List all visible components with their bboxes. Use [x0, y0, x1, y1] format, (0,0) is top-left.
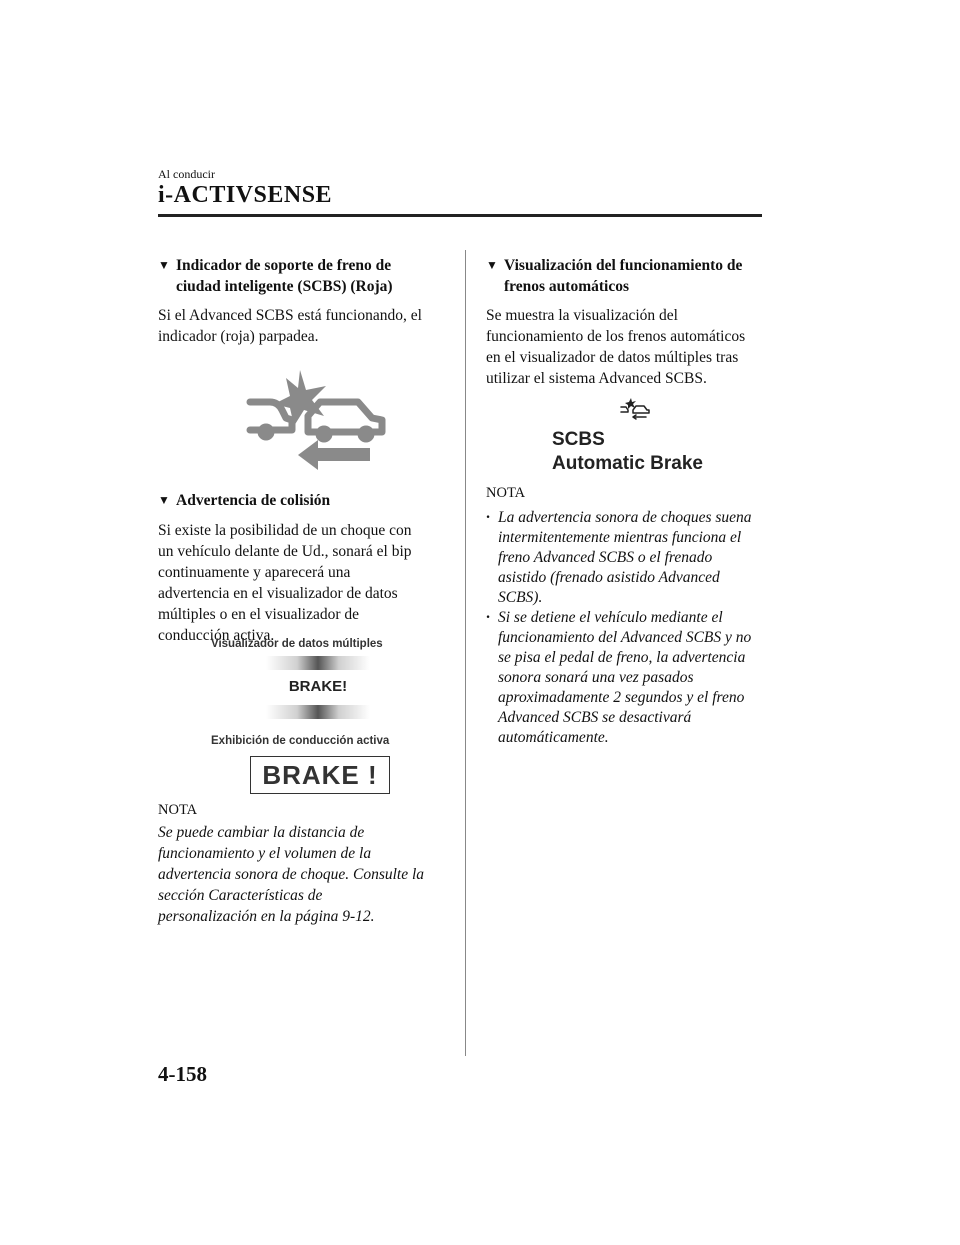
- paragraph-collision-warning: [158, 520, 458, 646]
- text-line: continuamente y aparecerá una: [158, 564, 351, 581]
- list-item: [486, 608, 776, 748]
- section-marker-icon: ▼: [158, 258, 170, 272]
- text-line: · Si se detiene el vehículo mediante el: [498, 609, 723, 626]
- heading-line: ciudad inteligente (SCBS) (Roja): [176, 278, 393, 295]
- heading-line: Advertencia de colisión: [176, 492, 331, 509]
- text-line: funcionamiento del Advanced SCBS y no: [498, 629, 752, 646]
- section-marker-icon: ▼: [158, 493, 170, 507]
- figure-label-multi-display: Visualizador de datos múltiples: [211, 638, 383, 650]
- section-marker-icon: ▼: [486, 258, 498, 272]
- brake-warning-multi: BRAKE!: [288, 678, 348, 695]
- text-line: sección Características de: [158, 887, 323, 904]
- display-bar-bottom: [266, 705, 370, 719]
- text-line: Se muestra la visualización del: [486, 307, 678, 324]
- text-line: intermitentemente mientras funciona el: [498, 529, 742, 546]
- text-line: utilizar el sistema Advanced SCBS.: [486, 370, 707, 387]
- list-item: [486, 508, 776, 608]
- text-line: funcionamiento de los frenos automáticos: [486, 328, 746, 345]
- header-rule: [158, 214, 762, 217]
- text-line: freno Advanced SCBS o el frenado: [498, 549, 713, 566]
- column-divider: [465, 250, 466, 1056]
- text-line: advertencia sonora de choque. Consulte la: [158, 866, 425, 883]
- text-line: Se puede cambiar la distancia de: [158, 824, 365, 841]
- text-line: múltiples o en el visualizador de: [158, 606, 360, 623]
- text-line: Si existe la posibilidad de un choque con: [158, 522, 412, 539]
- page-number: 4-158: [158, 1062, 207, 1086]
- brake-warning-active: BRAKE !: [250, 756, 390, 794]
- heading-line: Visualización del funcionamiento de: [504, 257, 743, 274]
- heading-collision-warning: [158, 490, 458, 511]
- text-line: Si el Advanced SCBS está funcionando, el: [158, 307, 422, 324]
- chapter-title: i-ACTIVSENSE: [158, 182, 333, 208]
- text-line: SCBS).: [498, 589, 543, 606]
- text-line: · La advertencia sonora de choques suena: [498, 509, 752, 526]
- text-line: funcionamiento y el volumen de la: [158, 845, 372, 862]
- display-bar-top: [266, 656, 370, 670]
- collision-warning-icon: [240, 368, 400, 472]
- nota-bullet-list: [486, 508, 776, 748]
- heading-auto-brake-display: [486, 255, 776, 297]
- text-line: un vehículo delante de Ud., sonará el bip: [158, 543, 412, 560]
- auto-brake-icon: [620, 398, 650, 420]
- text-line: sonora sonará una vez pasados: [498, 669, 694, 686]
- text-line: advertencia en el visualizador de datos: [158, 585, 398, 602]
- paragraph-scbs-indicator: [158, 305, 458, 347]
- text-line: en el visualizador de datos múltiples tras: [486, 349, 739, 366]
- heading-scbs-indicator: [158, 255, 458, 297]
- text-line: conducción activa.: [158, 627, 275, 644]
- text-line: Advanced SCBS se desactivará: [498, 709, 692, 726]
- text-line: automáticamente.: [498, 729, 609, 746]
- text-line: se pisa el pedal de freno, la advertencia: [498, 649, 746, 666]
- figure-label-active-display: Exhibición de conducción activa: [211, 735, 390, 747]
- running-head: Al conducir: [158, 167, 215, 181]
- heading-line: frenos automáticos: [504, 278, 629, 295]
- text-line: personalización en la página 9-12.: [158, 908, 375, 925]
- text-line: asistido (frenado asistido Advanced: [498, 569, 720, 586]
- nota-text: [158, 822, 458, 927]
- paragraph-auto-brake-display: [486, 305, 776, 389]
- text-line: indicador (roja) parpadea.: [158, 328, 319, 345]
- nota-label: NOTA: [158, 802, 198, 818]
- display-line: SCBS: [552, 429, 605, 450]
- display-line: Automatic Brake: [552, 453, 703, 474]
- heading-line: Indicador de soporte de freno de: [176, 257, 392, 274]
- text-line: aproximadamente 2 segundos y el freno: [498, 689, 745, 706]
- auto-brake-display-text: [552, 428, 752, 476]
- nota-label: NOTA: [486, 485, 526, 501]
